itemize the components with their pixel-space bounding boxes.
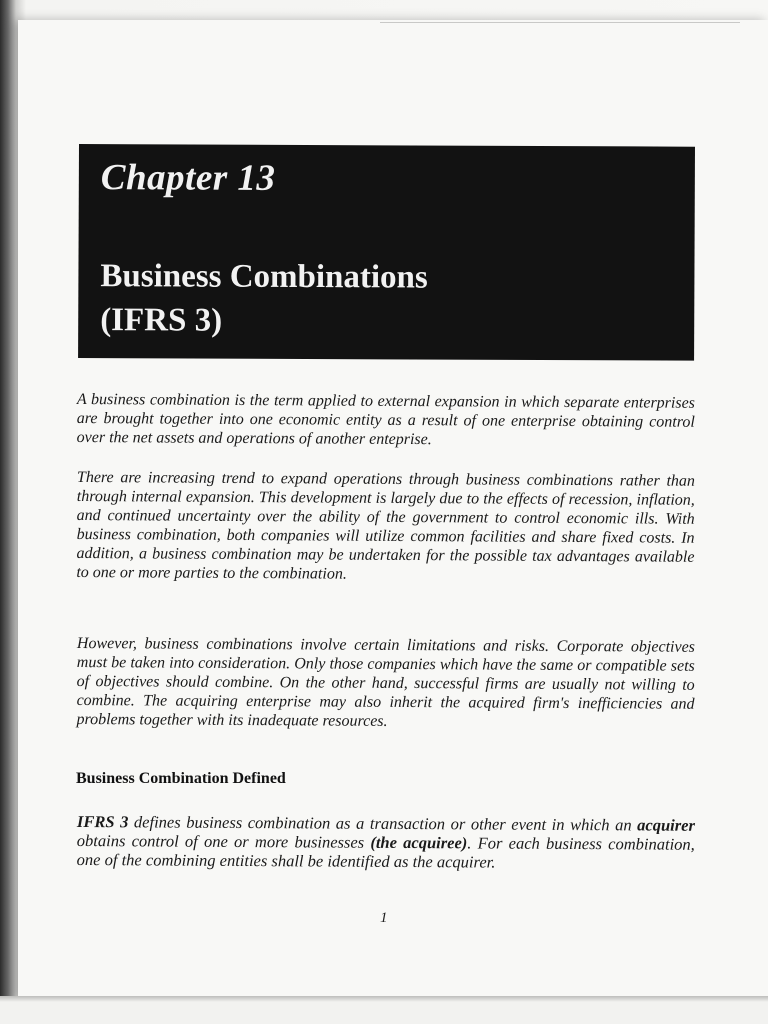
p4-text-c: . For each business combination, one of the combining entities shall be identified as the acquirer. bbox=[76, 833, 695, 872]
paragraph-3: However, business combinations involve certain limitations and risks. Corporate objectives must be taken into consideration. Only those companies which have the same or compatible sets of objectives should combine. On the other hand, successful firms are usually not willing to combine. The acquiring enterprise may also inherit the acquired firm's inefficiencies and problems together with its inadequate resources. bbox=[76, 635, 695, 730]
paragraph-4 bbox=[77, 812, 695, 873]
section-heading: Business Combination Defined bbox=[76, 770, 286, 787]
paragraph-2: There are increasing trend to expand operations through business combinations rather than through internal expansion. This development is largely due to the effects of recession, inflation, and continued uncertainty over the ability of the government to control economic ills. With business combination, both companies will utilize common facilities and share fixed costs. In addition, a business combination may be undertaken for the possible tax advantages available to one or more parties to the combination. bbox=[76, 468, 695, 583]
chapter-label: Chapter 13 bbox=[100, 157, 276, 199]
chapter-banner bbox=[78, 144, 695, 361]
ifrs-term: IFRS 3 bbox=[76, 812, 129, 832]
acquirer-term: acquirer bbox=[637, 815, 695, 835]
page-number: 1 bbox=[380, 910, 388, 926]
chapter-title bbox=[100, 254, 428, 343]
acquiree-term: (the acquiree) bbox=[370, 832, 468, 853]
top-edge-line bbox=[380, 22, 740, 23]
chapter-title-line2: (IFRS 3) bbox=[100, 302, 223, 339]
paragraph-1: A business combination is the term applied to external expansion in which separate enterprises are brought together into one economic entity as a result of one enterprise obtaining control over the net assets and operations of another enteprise. bbox=[76, 390, 695, 449]
p4-text-a: defines business combination as a transaction or other event in which an bbox=[128, 812, 638, 835]
p4-text-b: obtains control of one or more businesses bbox=[76, 830, 371, 852]
bottom-page-edge bbox=[0, 996, 768, 1024]
chapter-title-line1: Business Combinations bbox=[100, 258, 428, 296]
